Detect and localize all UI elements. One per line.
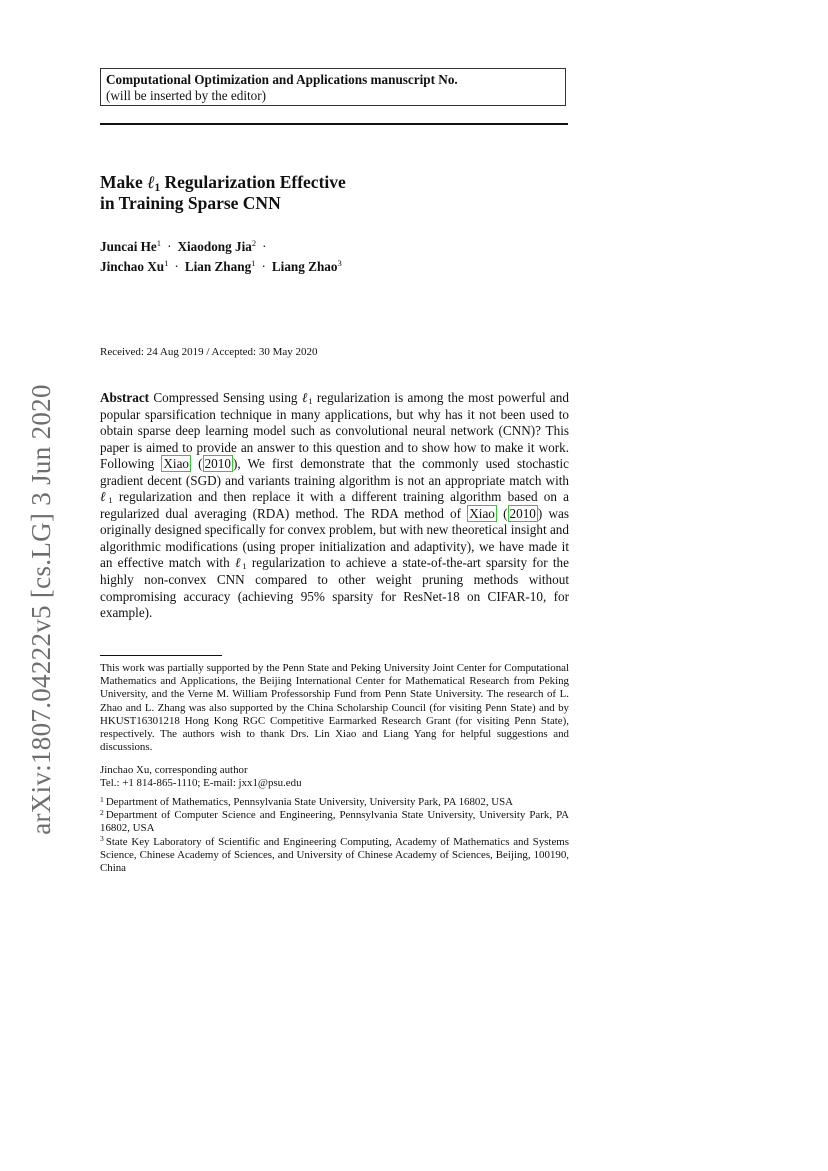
author-affiliation-mark: 2 (251, 237, 257, 248)
ell-symbol: ℓ (234, 555, 243, 571)
author-affiliation-mark: 3 (337, 257, 342, 268)
affiliation-text: State Key Laboratory of Scientific and Engineering Computing, Academy of Mathematics and Systems Science, Chinese Academy of Sciences, and University of Chinese Academy of Sciences, Beijing, 100190, China (100, 835, 569, 875)
abstract-text: regularization to achieve a state-of-the-art sparsity for the highly non-convex CNN compared to other weight pruning methods without compromising accuracy (achieving 95% sparsity for ResNet-18 on CIFAR-10, for example). (100, 555, 569, 621)
affiliation-item (100, 809, 569, 835)
arxiv-identifier: arXiv:1807.04222v5 [cs.LG] 3 Jun 2020 (25, 383, 56, 835)
ell-symbol: ℓ (301, 390, 309, 405)
corresponding-author-note (100, 764, 569, 790)
author-separator: · (167, 239, 172, 254)
funding-acknowledgement: This work was partially supported by the Penn State and Peking University Joint Center for Computational Mathematics and Applications, the Beijing International Center for Mathematical Research from Peking University, and the Verne M. William Professorship Fund from Penn State University. The research of L. Zhao and L. Zhang was also supported by the China Scholarship Council (for visiting Penn State) and by HKUST16301218 Hong Kong RGC Competitive Earmarked Research Grant (for visiting Penn State), respectively. The authors wish to thank Drs. Lin Xiao and Liang Yang for helpful suggestions and discussions. (100, 662, 569, 754)
paper-title (100, 172, 568, 214)
title-line1-post: Regularization Effective (160, 172, 346, 192)
abstract-label: Abstract (100, 390, 150, 405)
citation-link-xiao[interactable]: Xiao (163, 456, 190, 472)
abstract: Abstract Compressed Sensing using ℓ$_1$ regularization is among the most powerful and popular sparsification technique in many applications, but why has it not been used to obtain sparse deep learning model such as convolutional neural network (CNN)? This paper is aimed to provide an answer to this question and to show how to make it work. Following Xiao ( 2010 ), We first demonstrate that the commonly used stochastic gradient decent (SGD) and variants training algorithm is not an appropriate match with ℓ$_1$ regularization and then replace it with a different training algorithm based on a regularized dual averaging (RDA) method. The RDA method of Xiao ( 2010 ) was originally designed specifically for convex problem, but with new theoretical insight and algorithmic modifications (using proper initialization and adaptivity), we have made it an effective match with ℓ$_1$ regularization to achieve a state-of-the-art sparsity for the highly non-convex CNN compared to other weight pruning methods without compromising accuracy (achieving 95% sparsity for ResNet-18 on CIFAR-10, for example). (100, 390, 569, 621)
abstract-text: was originally designed specifically for convex problem, but with new theoretical insight and algorithmic modifications (using proper initialization and adaptivity), we have made it an effective match with (100, 505, 569, 571)
author-line-1 (100, 237, 568, 257)
author-separator: · (262, 239, 267, 254)
arxiv-identifier-sidebar (21, 376, 61, 842)
affiliation-item (100, 836, 569, 876)
title-line1-pre: Make (100, 172, 148, 192)
author-name: Liang Zhao (271, 259, 338, 274)
author-affiliation-mark: 1 (251, 257, 256, 268)
affiliation-list (100, 796, 569, 875)
abstract-text: , We first demonstrate that the commonly used stochastic gradient decent (SGD) and variants training algorithm is not an appropriate match with (100, 456, 569, 488)
ell-subscript: 1 (108, 495, 113, 506)
author-name: Jinchao Xu (100, 259, 165, 274)
affiliation-text: Department of Computer Science and Engineering, Pennsylvania State University, University Park, PA 16802, USA (100, 809, 569, 835)
citation-link-xiao[interactable]: Xiao (469, 505, 495, 521)
abstract-text: regularization is among the most powerful and popular sparsification technique in many applications, but why has it not been used to obtain sparse deep learning model such as convolutional neural network (CNN)? This paper is aimed to provide an answer to this question and to show how to make it work. Following (100, 390, 569, 472)
affiliation-text: Department of Mathematics, Pennsylvania State University, University Park, PA 16802, USA (105, 796, 514, 808)
author-affiliation-mark: 1 (156, 237, 162, 248)
footnote-rule (100, 655, 222, 656)
affiliation-item (100, 796, 569, 809)
corresponding-author: Jinchao Xu, corresponding author (100, 764, 248, 776)
title-ell-subscript: 1 (154, 181, 161, 194)
abstract-text: Compressed Sensing using (149, 390, 302, 405)
journal-note: (will be inserted by the editor) (106, 87, 267, 103)
header-rule (100, 123, 568, 125)
citation-link-year[interactable]: 2010 (509, 505, 536, 521)
citation-link-year[interactable]: 2010 (204, 456, 231, 472)
ell-subscript: 1 (308, 396, 313, 407)
author-affiliation-mark: 1 (164, 257, 169, 268)
received-accepted-dates: Received: 24 Aug 2019 / Accepted: 30 May 2020 (100, 346, 318, 358)
ell-symbol: ℓ (100, 489, 109, 505)
contact-details: Tel.: +1 814-865-1110; E-mail: jxx1@psu.edu (100, 777, 302, 790)
author-name: Juncai He (100, 239, 157, 254)
ell-subscript: 1 (242, 561, 247, 572)
journal-header-box (100, 68, 566, 106)
journal-name: Computational Optimization and Applications manuscript No. (106, 72, 458, 87)
abstract-text: regularization and then replace it with a different training algorithm based on a regularized dual averaging (RDA) method. The RDA method of (100, 489, 569, 521)
author-separator: · (174, 259, 179, 274)
author-separator: · (261, 259, 266, 274)
author-name: Lian Zhang (184, 259, 252, 274)
affiliation-mark: 3 (100, 834, 104, 844)
affiliation-mark: 2 (100, 807, 104, 817)
title-ell-symbol: ℓ (147, 172, 155, 192)
affiliation-mark: 1 (100, 794, 104, 804)
author-list (100, 237, 568, 277)
author-line-2 (100, 257, 568, 277)
author-name: Xiaodong Jia (177, 239, 252, 254)
title-line2: in Training Sparse CNN (100, 193, 281, 213)
